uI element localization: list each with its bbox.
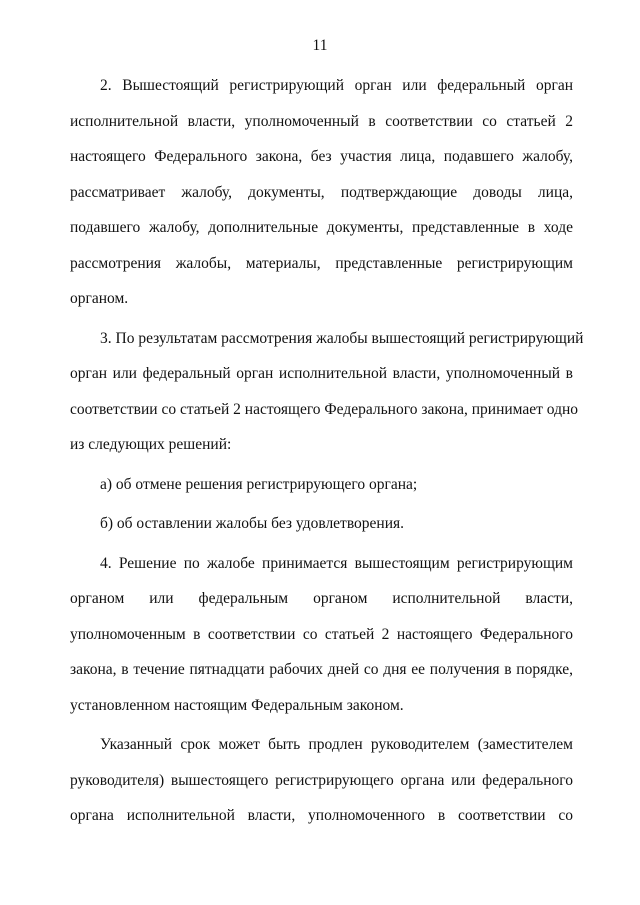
text-line: подавшего жалобу, дополнительные документы, представленные в ходе <box>70 219 573 236</box>
text-line: Указанный срок может быть продлен руководителем (заместителем <box>100 736 573 753</box>
text-line: органом или федеральным органом исполнительной власти, <box>70 590 573 607</box>
paragraph-p2 <box>70 68 573 317</box>
text-line: рассматривает жалобу, документы, подтверждающие доводы лица, <box>70 183 573 201</box>
text-line: а) об отмене решения регистрирующего органа; <box>100 475 418 493</box>
text-line: рассмотрения жалобы, материалы, представленные регистрирующим <box>70 254 573 272</box>
text-line: настоящего Федерального закона, без участия лица, подавшего жалобу, <box>70 148 573 165</box>
text-line: 2. Вышестоящий регистрирующий орган или федеральный орган <box>100 77 573 94</box>
text-line: соответствии со статьей 2 настоящего Федерального закона, принимает одно <box>70 400 579 418</box>
text-line: установленном настоящим Федеральным законом. <box>70 696 404 714</box>
page-number: 11 <box>312 37 328 54</box>
text-line: 3. По результатам рассмотрения жалобы вышестоящий регистрирующий <box>100 329 584 347</box>
text-line: б) об оставлении жалобы без удовлетворения. <box>100 515 405 532</box>
text-line: из следующих решений: <box>70 436 232 453</box>
text-line: 4. Решение по жалобе принимается вышестоящим регистрирующим <box>100 554 573 572</box>
text-line: закона, в течение пятнадцати рабочих дней со дня ее получения в порядке, <box>70 661 573 678</box>
text-line: исполнительной власти, уполномоченный в соответствии со статьей 2 <box>70 112 573 130</box>
text-line: органа исполнительной власти, уполномоченного в соответствии со <box>70 807 573 824</box>
paragraph-p5 <box>70 727 573 834</box>
text-line: руководителя) вышестоящего регистрирующего органа или федерального <box>70 771 573 789</box>
paragraph-p3a <box>70 467 573 503</box>
text-line: уполномоченным в соответствии со статьей 2 настоящего Федерального <box>70 625 573 643</box>
text-line: орган или федеральный орган исполнительной власти, уполномоченный в <box>70 365 573 382</box>
text-line: органом. <box>70 290 129 307</box>
paragraph-p4 <box>70 546 573 724</box>
paragraph-p3b <box>70 506 573 542</box>
document-body <box>70 68 584 838</box>
paragraph-p3 <box>70 321 584 463</box>
